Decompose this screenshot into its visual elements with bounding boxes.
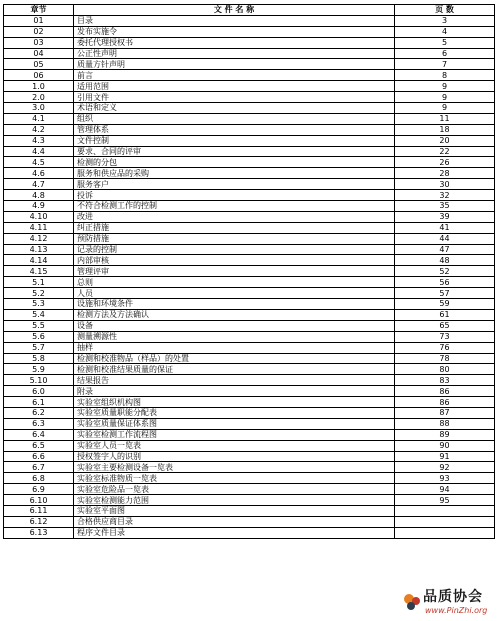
toc-section-cell: 4.5 (4, 157, 74, 168)
toc-page-cell: 39 (395, 211, 495, 222)
toc-page-cell: 80 (395, 364, 495, 375)
toc-row (4, 440, 495, 451)
toc-page-cell: 35 (395, 201, 495, 212)
toc-page-cell: 28 (395, 168, 495, 179)
toc-section-cell: 6.11 (4, 505, 74, 516)
toc-row (4, 146, 495, 157)
toc-page-cell: 59 (395, 299, 495, 310)
toc-title-cell: 服务和供应品的采购 (74, 168, 395, 179)
toc-row (4, 190, 495, 201)
toc-title-cell: 文件控制 (74, 135, 395, 146)
toc-section-cell: 5.9 (4, 364, 74, 375)
toc-title-cell: 组织 (74, 113, 395, 124)
toc-section-cell: 6.7 (4, 462, 74, 473)
toc-page-cell: 41 (395, 222, 495, 233)
toc-row (4, 299, 495, 310)
toc-page-cell: 11 (395, 113, 495, 124)
toc-section-cell: 3.0 (4, 103, 74, 114)
toc-row (4, 168, 495, 179)
toc-row (4, 135, 495, 146)
toc-page-cell: 83 (395, 375, 495, 386)
toc-row (4, 255, 495, 266)
toc-page-cell: 7 (395, 59, 495, 70)
toc-row (4, 331, 495, 342)
toc-section-cell: 4.10 (4, 211, 74, 222)
toc-title-cell: 检测的分包 (74, 157, 395, 168)
toc-page-cell: 9 (395, 81, 495, 92)
toc-row (4, 157, 495, 168)
toc-page-cell (395, 527, 495, 538)
toc-section-cell: 6.0 (4, 386, 74, 397)
toc-page-cell: 78 (395, 353, 495, 364)
toc-page-cell: 6 (395, 48, 495, 59)
toc-title-cell: 实验室检测能力范围 (74, 495, 395, 506)
toc-section-cell: 5.4 (4, 309, 74, 320)
toc-row (4, 113, 495, 124)
toc-title-cell: 实验室质量职能分配表 (74, 407, 395, 418)
toc-row (4, 244, 495, 255)
toc-page-cell: 5 (395, 37, 495, 48)
toc-section-cell: 5.6 (4, 331, 74, 342)
toc-title-cell: 不符合检测工作的控制 (74, 201, 395, 212)
toc-page-cell: 88 (395, 418, 495, 429)
toc-title-cell: 程序文件目录 (74, 527, 395, 538)
toc-title-cell: 实验室质量保证体系图 (74, 418, 395, 429)
toc-section-cell: 4.11 (4, 222, 74, 233)
toc-row (4, 309, 495, 320)
toc-page-cell: 87 (395, 407, 495, 418)
header-title: 文 件 名 称 (74, 5, 395, 16)
toc-row (4, 59, 495, 70)
toc-row (4, 364, 495, 375)
toc-row (4, 211, 495, 222)
toc-title-cell: 委托代理授权书 (74, 37, 395, 48)
toc-page-cell: 73 (395, 331, 495, 342)
toc-row (4, 26, 495, 37)
toc-row (4, 266, 495, 277)
toc-title-cell: 人员 (74, 288, 395, 299)
toc-title-cell: 总则 (74, 277, 395, 288)
toc-title-cell: 管理评审 (74, 266, 395, 277)
toc-row (4, 320, 495, 331)
toc-row (4, 70, 495, 81)
toc-title-cell: 实验室检测工作流程图 (74, 429, 395, 440)
toc-section-cell: 2.0 (4, 92, 74, 103)
toc-row (4, 353, 495, 364)
toc-row (4, 103, 495, 114)
toc-section-cell: 4.4 (4, 146, 74, 157)
toc-title-cell: 前言 (74, 70, 395, 81)
toc-page-cell: 52 (395, 266, 495, 277)
toc-section-cell: 4.6 (4, 168, 74, 179)
toc-page-cell: 26 (395, 157, 495, 168)
toc-page-cell: 76 (395, 342, 495, 353)
toc-page-cell: 56 (395, 277, 495, 288)
toc-row (4, 473, 495, 484)
toc-section-cell: 5.10 (4, 375, 74, 386)
toc-row (4, 288, 495, 299)
toc-title-cell: 投诉 (74, 190, 395, 201)
toc-section-cell: 1.0 (4, 81, 74, 92)
toc-page-cell: 65 (395, 320, 495, 331)
toc-page-cell: 9 (395, 103, 495, 114)
toc-section-cell: 6.6 (4, 451, 74, 462)
toc-page-cell: 20 (395, 135, 495, 146)
toc-page-cell: 32 (395, 190, 495, 201)
toc-section-cell: 5.5 (4, 320, 74, 331)
toc-row (4, 418, 495, 429)
toc-row (4, 407, 495, 418)
toc-page-cell: 57 (395, 288, 495, 299)
toc-section-cell: 6.12 (4, 516, 74, 527)
toc-section-cell: 4.7 (4, 179, 74, 190)
toc-section-cell: 4.8 (4, 190, 74, 201)
toc-section-cell: 4.2 (4, 124, 74, 135)
toc-title-cell: 引用文件 (74, 92, 395, 103)
toc-header-row (4, 5, 495, 16)
toc-page-cell: 3 (395, 15, 495, 26)
toc-section-cell: 6.2 (4, 407, 74, 418)
header-section: 章节 (4, 5, 74, 16)
toc-title-cell: 要求、合同的评审 (74, 146, 395, 157)
toc-section-cell: 4.13 (4, 244, 74, 255)
toc-title-cell: 服务客户 (74, 179, 395, 190)
toc-row (4, 277, 495, 288)
toc-title-cell: 适用范围 (74, 81, 395, 92)
toc-section-cell: 6.4 (4, 429, 74, 440)
toc-section-cell: 4.12 (4, 233, 74, 244)
toc-section-cell: 6.5 (4, 440, 74, 451)
toc-page-cell: 61 (395, 309, 495, 320)
toc-page-cell: 95 (395, 495, 495, 506)
toc-section-cell: 5.1 (4, 277, 74, 288)
toc-page-cell: 89 (395, 429, 495, 440)
toc-body (4, 15, 495, 538)
toc-page-cell: 4 (395, 26, 495, 37)
toc-row (4, 462, 495, 473)
toc-title-cell: 公正性声明 (74, 48, 395, 59)
toc-page-cell: 93 (395, 473, 495, 484)
toc-section-cell: 02 (4, 26, 74, 37)
toc-title-cell: 结果报告 (74, 375, 395, 386)
toc-title-cell: 改进 (74, 211, 395, 222)
toc-title-cell: 授权签字人的识别 (74, 451, 395, 462)
toc-title-cell: 发布实施令 (74, 26, 395, 37)
pinzhi-logo-icon (401, 591, 423, 613)
toc-page-cell: 86 (395, 397, 495, 408)
toc-title-cell: 设备 (74, 320, 395, 331)
watermark-url: www.PinZhi.org (425, 606, 488, 615)
toc-section-cell: 4.15 (4, 266, 74, 277)
toc-section-cell: 6.8 (4, 473, 74, 484)
toc-page-cell: 9 (395, 92, 495, 103)
toc-title-cell: 记录的控制 (74, 244, 395, 255)
toc-section-cell: 06 (4, 70, 74, 81)
toc-title-cell: 纠正措施 (74, 222, 395, 233)
toc-section-cell: 6.10 (4, 495, 74, 506)
toc-title-cell: 测量溯源性 (74, 331, 395, 342)
toc-row (4, 495, 495, 506)
toc-section-cell: 4.1 (4, 113, 74, 124)
toc-page-cell: 30 (395, 179, 495, 190)
toc-section-cell: 5.3 (4, 299, 74, 310)
toc-section-cell: 6.1 (4, 397, 74, 408)
toc-page-cell: 86 (395, 386, 495, 397)
toc-section-cell: 6.9 (4, 484, 74, 495)
toc-section-cell: 01 (4, 15, 74, 26)
toc-page-cell (395, 516, 495, 527)
toc-row (4, 527, 495, 538)
toc-title-cell: 实验室危险品一览表 (74, 484, 395, 495)
toc-row (4, 342, 495, 353)
toc-title-cell: 检测和校准物品（样品）的处置 (74, 353, 395, 364)
toc-section-cell: 5.8 (4, 353, 74, 364)
header-page: 页 数 (395, 5, 495, 16)
toc-title-cell: 实验室主要检测设备一览表 (74, 462, 395, 473)
toc-table (3, 4, 495, 539)
toc-row (4, 429, 495, 440)
toc-page-cell: 94 (395, 484, 495, 495)
toc-title-cell: 实验室平面图 (74, 505, 395, 516)
toc-section-cell: 6.13 (4, 527, 74, 538)
toc-section-cell: 04 (4, 48, 74, 59)
toc-row (4, 201, 495, 212)
toc-row (4, 375, 495, 386)
toc-page-cell: 91 (395, 451, 495, 462)
toc-row (4, 37, 495, 48)
toc-title-cell: 设施和环境条件 (74, 299, 395, 310)
toc-row (4, 233, 495, 244)
watermark (401, 589, 493, 619)
toc-title-cell: 附录 (74, 386, 395, 397)
toc-title-cell: 合格供应商目录 (74, 516, 395, 527)
toc-title-cell: 检测方法及方法确认 (74, 309, 395, 320)
toc-row (4, 386, 495, 397)
toc-page-cell: 92 (395, 462, 495, 473)
toc-row (4, 222, 495, 233)
toc-title-cell: 目录 (74, 15, 395, 26)
toc-row (4, 451, 495, 462)
toc-page-cell: 44 (395, 233, 495, 244)
toc-title-cell: 抽样 (74, 342, 395, 353)
toc-title-cell: 管理体系 (74, 124, 395, 135)
toc-section-cell: 6.3 (4, 418, 74, 429)
toc-page-cell: 90 (395, 440, 495, 451)
toc-section-cell: 5.2 (4, 288, 74, 299)
toc-title-cell: 实验室组织机构图 (74, 397, 395, 408)
toc-title-cell: 预防措施 (74, 233, 395, 244)
toc-page-cell: 18 (395, 124, 495, 135)
toc-section-cell: 03 (4, 37, 74, 48)
toc-row (4, 124, 495, 135)
toc-title-cell: 检测和校准结果质量的保证 (74, 364, 395, 375)
toc-row (4, 505, 495, 516)
toc-title-cell: 质量方针声明 (74, 59, 395, 70)
toc-section-cell: 4.3 (4, 135, 74, 146)
toc-page-cell (395, 505, 495, 516)
toc-title-cell: 实验室标准物质一览表 (74, 473, 395, 484)
toc-row (4, 81, 495, 92)
toc-row (4, 92, 495, 103)
toc-row (4, 397, 495, 408)
toc-row (4, 48, 495, 59)
watermark-name: 品质协会 (423, 589, 483, 605)
toc-section-cell: 4.9 (4, 201, 74, 212)
toc-page-cell: 8 (395, 70, 495, 81)
toc-section-cell: 4.14 (4, 255, 74, 266)
toc-row (4, 516, 495, 527)
toc-title-cell: 实验室人员一览表 (74, 440, 395, 451)
toc-section-cell: 05 (4, 59, 74, 70)
toc-title-cell: 内部审核 (74, 255, 395, 266)
toc-page-cell: 48 (395, 255, 495, 266)
toc-page-cell: 22 (395, 146, 495, 157)
toc-page-cell: 47 (395, 244, 495, 255)
toc-section-cell: 5.7 (4, 342, 74, 353)
toc-row (4, 179, 495, 190)
toc-title-cell: 术语和定义 (74, 103, 395, 114)
toc-row (4, 484, 495, 495)
toc-row (4, 15, 495, 26)
